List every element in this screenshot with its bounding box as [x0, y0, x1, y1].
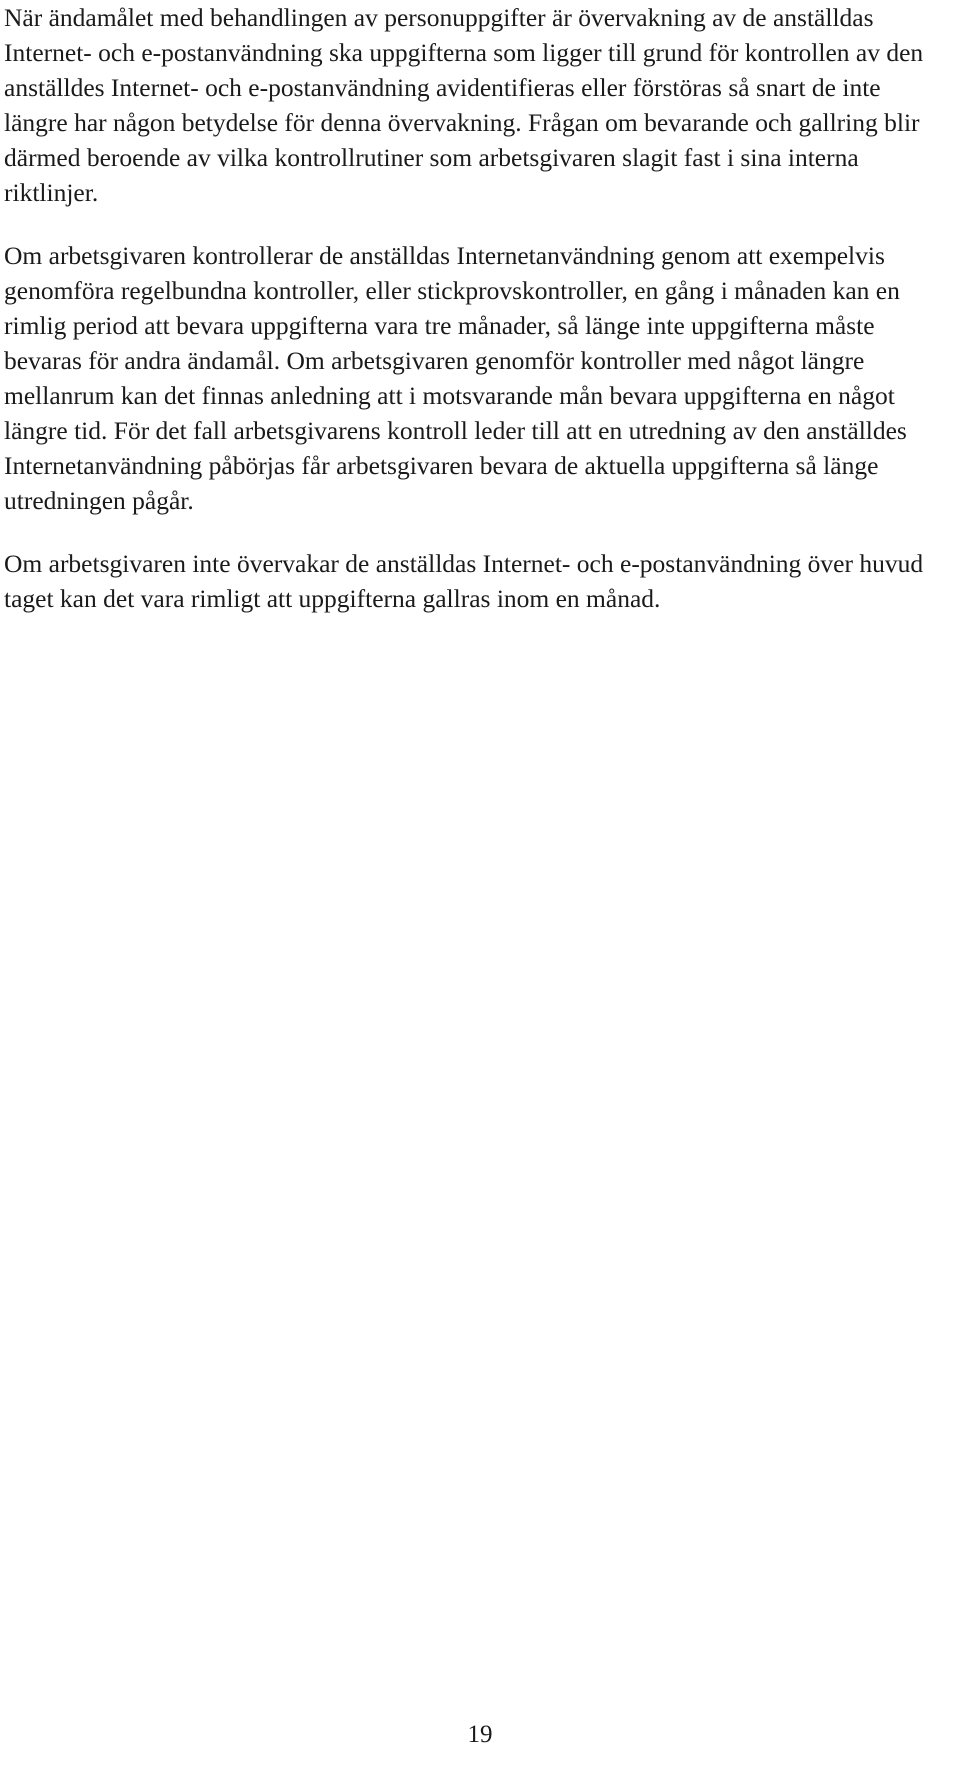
paragraph-retention-purpose: När ändamålet med behandlingen av personuppgifter är övervakning av de anställdas Internet- och e-postanvändning ska uppgifterna som ligger till grund för kontrollen av den anställdes Internet- och e-postanvändning avidentifieras eller förstöras så snart de inte längre har någon betydelse för denna övervakning. Frågan om bevarande och gallring blir därmed beroende av vilka kontrollrutiner som arbetsgivaren slagit fast i sina interna riktlinjer. [4, 3, 924, 207]
page-number: 19 [467, 1721, 493, 1748]
paragraph-no-monitoring: Om arbetsgivaren inte övervakar de anställdas Internet- och e-postanvändning över huvud taget kan det vara rimligt att uppgifterna gallras inom en månad. [4, 549, 924, 613]
paragraph-retention-period: Om arbetsgivaren kontrollerar de anställdas Internetanvändning genom att exempelvis genomföra regelbundna kontroller, eller stickprovskontroller, en gång i månaden kan en rimlig period att bevara uppgifterna vara tre månader, så länge inte uppgifterna måste bevaras för andra ändamål. Om arbetsgivaren genomför kontroller med något längre mellanrum kan det finnas anledning att i motsvarande mån bevara uppgifterna en något längre tid. För det fall arbetsgivarens kontroll leder till att en utredning av den anställdes Internetanvändning påbörjas får arbetsgivaren bevara de aktuella uppgifterna så länge utredningen pågår. [4, 241, 907, 515]
